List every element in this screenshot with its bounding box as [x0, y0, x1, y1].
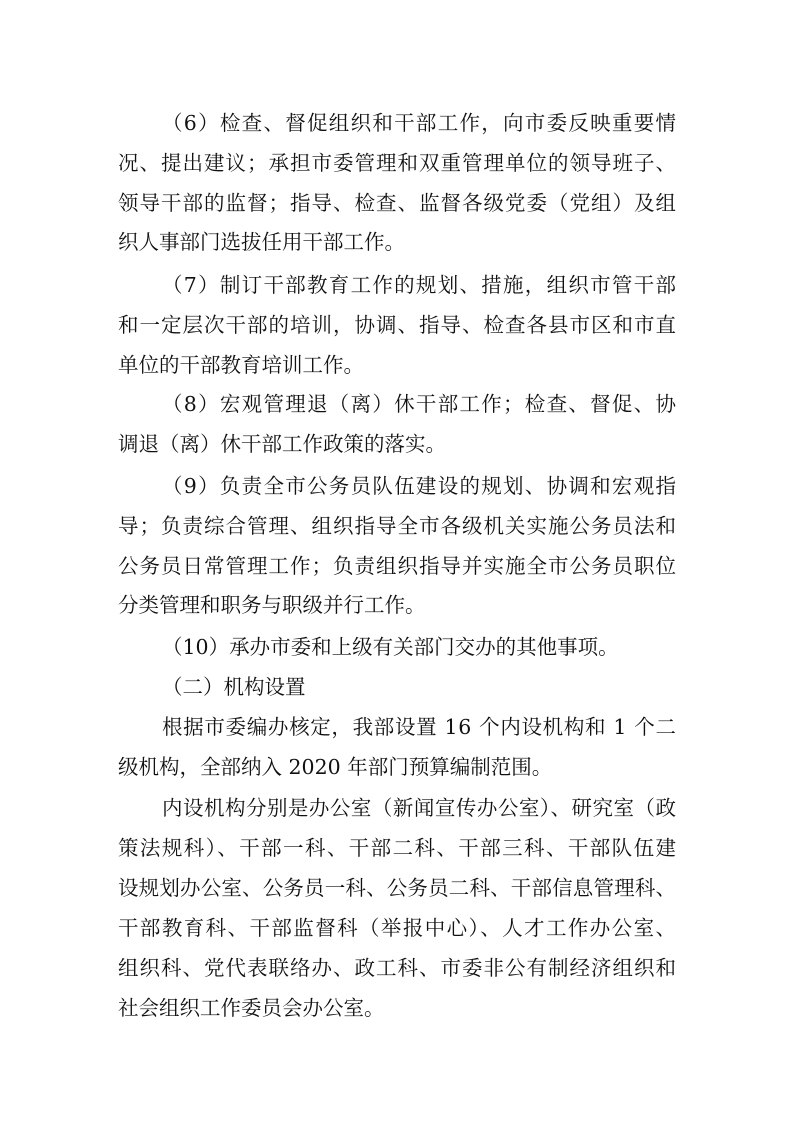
text-line — [0, 143, 793, 183]
paragraph-10-line-1: （10）承办市委和上级有关部门交办的其他事项。 — [162, 635, 619, 659]
text-line — [0, 265, 793, 305]
paragraph-9-line-2: 导；负责综合管理、组织指导全市各级机关实施公务员法和 — [118, 514, 677, 538]
section-heading: （二）机构设置 — [162, 675, 306, 699]
text-line — [0, 466, 793, 506]
paragraph-7-line-3: 单位的干部教育培训工作。 — [118, 353, 364, 377]
text-line — [0, 707, 793, 747]
text-line — [0, 546, 793, 586]
paragraph-units-line-4: 干部教育科、干部监督科（举报中心）、人才工作办公室、 — [118, 916, 678, 940]
text-line — [0, 103, 793, 143]
paragraph-8-line-2: 调退（离）休干部工作政策的落实。 — [118, 432, 446, 456]
text-line — [0, 868, 793, 908]
paragraph-6-line-4: 织人事部门选拔任用干部工作。 — [118, 230, 405, 254]
paragraph-9-line-1: （9）负责全市公务员队伍建设的规划、协调和宏观指 — [162, 474, 678, 498]
paragraph-9-line-3: 公务员日常管理工作；负责组织指导并实施全市公务员职位 — [118, 554, 677, 578]
text-line — [0, 506, 793, 546]
text-line — [0, 305, 793, 345]
paragraph-8-line-1: （8）宏观管理退（离）休干部工作；检查、督促、协 — [162, 392, 678, 416]
paragraph-units-line-5: 组织科、党代表联络办、政工科、市委非公有制经济组织和 — [118, 956, 677, 980]
paragraph-7-line-1: （7）制订干部教育工作的规划、措施，组织市管干部 — [162, 273, 678, 297]
paragraph-org-line-1: 根据市委编办核定，我部设置 16 个内设机构和 1 个二 — [162, 715, 677, 739]
text-line — [0, 183, 793, 223]
paragraph-units-line-2: 策法规科）、干部一科、干部二科、干部三科、干部队伍建 — [118, 836, 678, 860]
text-line — [0, 627, 793, 667]
paragraph-6-line-3: 领导干部的监督；指导、检查、监督各级党委（党组）及组 — [118, 191, 677, 215]
text-line — [0, 667, 793, 707]
text-line — [0, 384, 793, 424]
paragraph-units-line-3: 设规划办公室、公务员一科、公务员二科、干部信息管理科、 — [118, 876, 677, 900]
paragraph-6-line-2: 况、提出建议；承担市委管理和双重管理单位的领导班子、 — [118, 151, 677, 175]
text-line — [0, 222, 793, 262]
text-line — [0, 828, 793, 868]
text-line — [0, 948, 793, 988]
paragraph-org-line-2: 级机构，全部纳入 2020 年部门预算编制范围。 — [118, 755, 553, 779]
text-line — [0, 988, 793, 1028]
paragraph-units-line-1: 内设机构分别是办公室（新闻宣传办公室）、研究室（政 — [162, 796, 677, 820]
paragraph-units-line-6: 社会组织工作委员会办公室。 — [118, 996, 385, 1020]
text-line — [0, 345, 793, 385]
paragraph-9-line-4: 分类管理和职务与职级并行工作。 — [118, 593, 426, 617]
text-line — [0, 788, 793, 828]
text-line — [0, 908, 793, 948]
text-line — [0, 424, 793, 464]
paragraph-6-line-1: （6）检查、督促组织和干部工作，向市委反映重要情 — [162, 111, 678, 135]
text-line — [0, 585, 793, 625]
paragraph-7-line-2: 和一定层次干部的培训，协调、指导、检查各县市区和市直 — [118, 313, 677, 337]
text-line — [0, 747, 793, 787]
